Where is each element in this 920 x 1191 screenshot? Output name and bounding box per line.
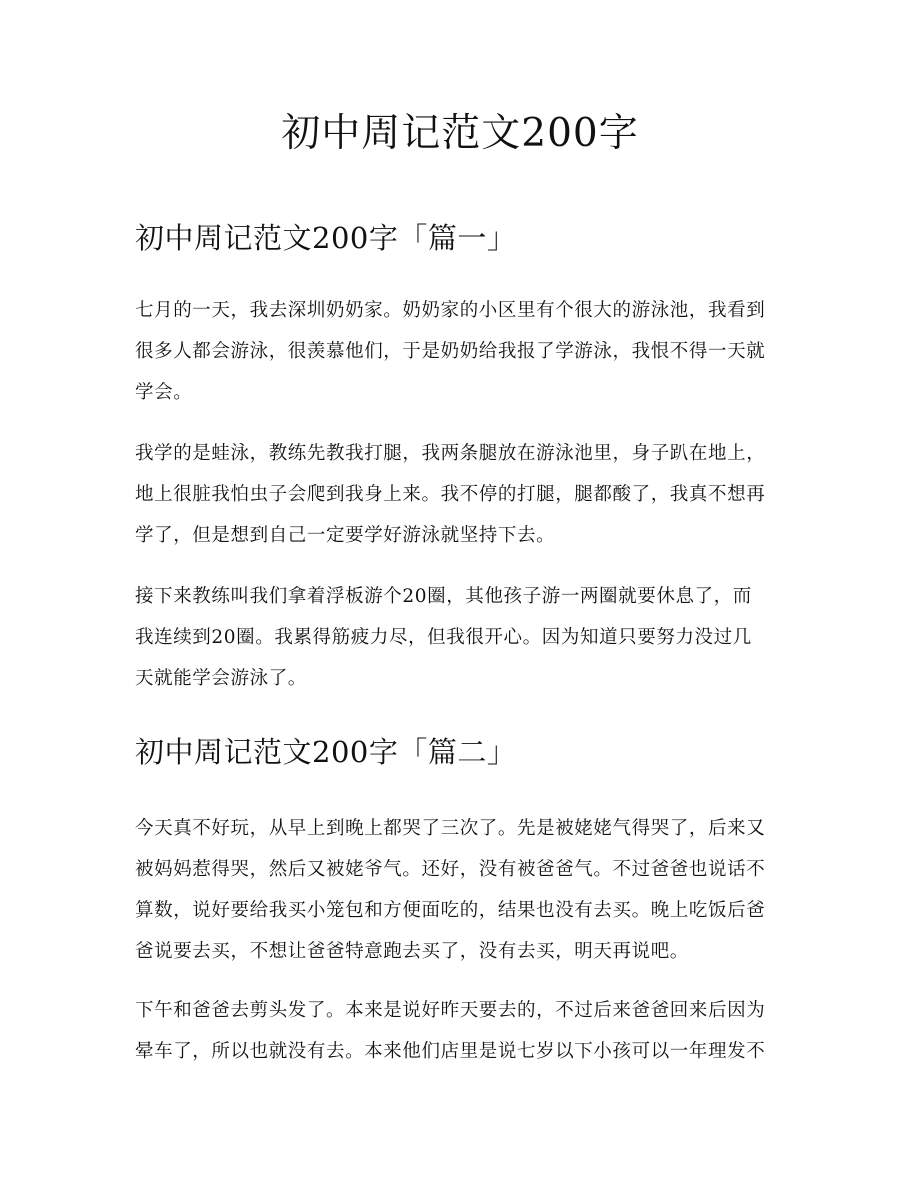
paragraph-line: 七月的一天，我去深圳奶奶家。奶奶家的小区里有个很大的游泳池，我看到 <box>135 300 766 321</box>
paragraph <box>135 433 785 556</box>
paragraph <box>135 990 785 1072</box>
paragraph <box>135 576 785 699</box>
paragraph-line: 算数，说好要给我买小笼包和方便面吃的，结果也没有去买。晚上吃饭后爸 <box>135 900 766 921</box>
paragraph <box>135 808 785 972</box>
paragraph-line: 天就能学会游泳了。 <box>135 668 307 689</box>
paragraph-line: 被妈妈惹得哭，然后又被姥爷气。还好，没有被爸爸气。不过爸爸也说话不 <box>135 859 766 880</box>
paragraph-line: 很多人都会游泳，很羡慕他们，于是奶奶给我报了学游泳，我恨不得一天就 <box>135 341 766 362</box>
paragraph <box>135 290 785 413</box>
paragraph-line: 晕车了，所以也就没有去。本来他们店里是说七岁以下小孩可以一年理发不 <box>135 1041 766 1062</box>
document-title: 初中周记范文200字 <box>281 111 639 156</box>
paragraph-line: 今天真不好玩，从早上到晚上都哭了三次了。先是被姥姥气得哭了，后来又 <box>135 818 766 839</box>
paragraph-line: 我学的是蛙泳，教练先教我打腿，我两条腿放在游泳池里，身子趴在地上， <box>135 443 766 464</box>
paragraph-line: 爸说要去买，不想让爸爸特意跑去买了，没有去买，明天再说吧。 <box>135 941 689 962</box>
paragraph-line: 学了，但是想到自己一定要学好游泳就坚持下去。 <box>135 525 556 546</box>
paragraph-line: 我连续到20圈。我累得筋疲力尽，但我很开心。因为知道只要努力没过几 <box>135 627 752 648</box>
paragraph-line: 下午和爸爸去剪头发了。本来是说好昨天要去的，不过后来爸爸回来后因为 <box>135 1000 766 1021</box>
paragraph-line: 接下来教练叫我们拿着浮板游个20圈，其他孩子游一两圈就要休息了，而 <box>135 586 752 607</box>
section-heading-1: 初中周记范文200字「篇一」 <box>135 221 517 255</box>
paragraph-line: 学会。 <box>135 382 193 403</box>
section-heading-2: 初中周记范文200字「篇二」 <box>135 735 517 769</box>
paragraph-line: 地上很脏我怕虫子会爬到我身上来。我不停的打腿，腿都酸了，我真不想再 <box>135 484 766 505</box>
